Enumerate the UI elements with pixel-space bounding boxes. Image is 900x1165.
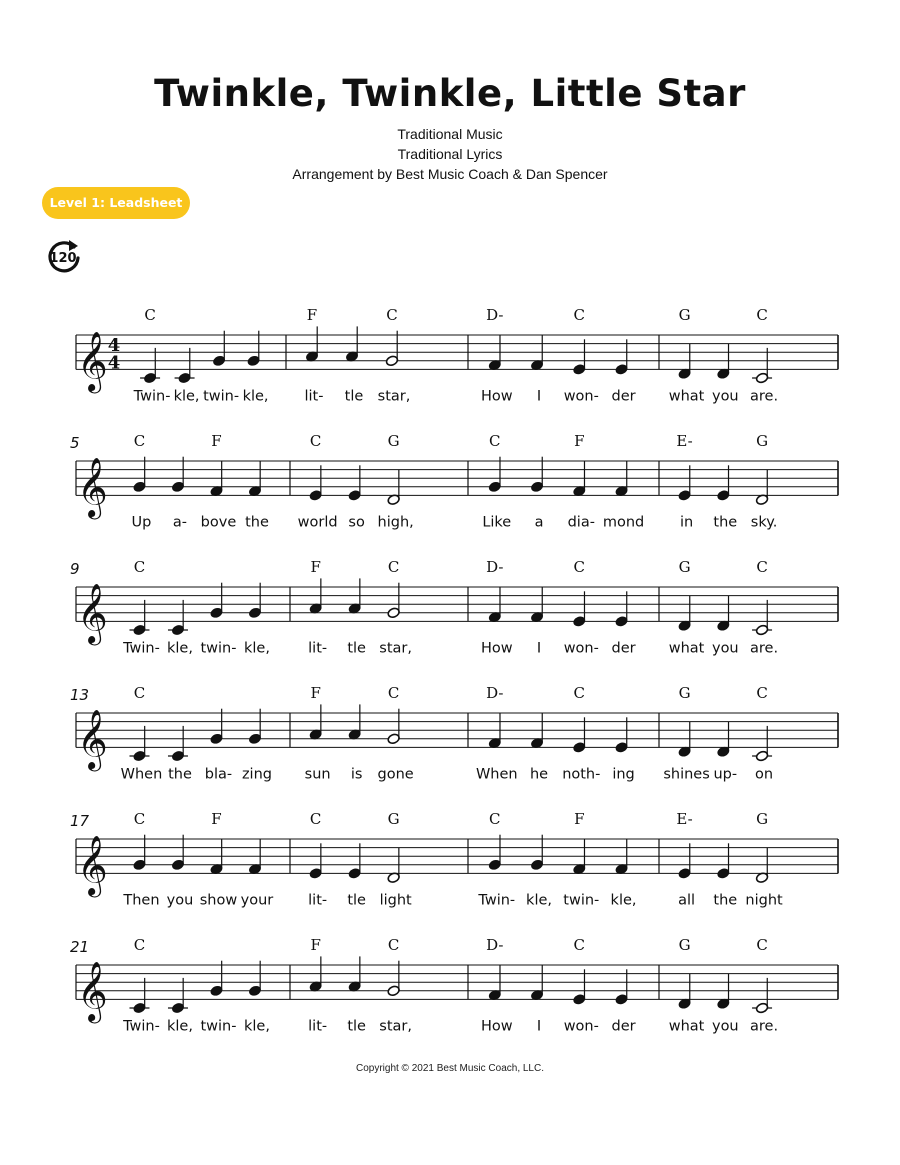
lyric-syllable: der bbox=[611, 1018, 636, 1035]
chord-symbol: E- bbox=[676, 432, 693, 450]
lyric-syllable: what bbox=[668, 1018, 705, 1035]
lyric-syllable: world bbox=[297, 514, 338, 531]
lyric-syllable: Twin- bbox=[478, 892, 516, 909]
lyric-syllable: kle, bbox=[610, 892, 637, 909]
level-badge: Level 1: Leadsheet bbox=[42, 187, 190, 219]
lyric-syllable: kle, bbox=[242, 388, 269, 405]
lyric-syllable: are. bbox=[750, 1018, 779, 1035]
treble-clef-icon: 𝄞 bbox=[77, 835, 108, 896]
lyric-syllable: night bbox=[745, 892, 783, 909]
lyric-syllable: won- bbox=[563, 388, 599, 405]
tempo-value: 120 bbox=[49, 251, 77, 266]
lyric-syllable: How bbox=[480, 1018, 513, 1035]
lyric-syllable: in bbox=[679, 514, 694, 531]
copyright-text: Copyright © 2021 Best Music Coach, LLC. bbox=[355, 1063, 544, 1074]
chord-symbol: C bbox=[133, 810, 146, 828]
lyric-syllable: light bbox=[379, 892, 412, 909]
staff-system bbox=[70, 432, 838, 530]
lyric-syllable: high, bbox=[377, 514, 414, 531]
lyric-syllable: what bbox=[668, 640, 705, 657]
lyric-syllable: shines bbox=[663, 766, 710, 783]
lyric-syllable: Twin- bbox=[123, 1018, 160, 1035]
lyric-syllable: I bbox=[536, 388, 542, 405]
chord-symbol: C bbox=[573, 684, 586, 702]
chord-symbol: D- bbox=[486, 684, 504, 702]
chord-symbol: C bbox=[573, 558, 586, 576]
chord-symbol: F bbox=[310, 684, 321, 702]
lyric-syllable: twin- bbox=[563, 892, 600, 909]
lyric-syllable: bla- bbox=[204, 766, 233, 783]
lyric-syllable: Like bbox=[482, 514, 512, 531]
lyric-syllable: lit- bbox=[304, 388, 324, 405]
measure-number: 17 bbox=[70, 812, 90, 830]
lyric-syllable: How bbox=[480, 640, 513, 657]
staff-system bbox=[70, 558, 838, 656]
chord-symbol: C bbox=[756, 936, 768, 954]
credit-arrangement: Arrangement by Best Music Coach & Dan Spencer bbox=[292, 166, 608, 182]
lyric-syllable: star, bbox=[379, 640, 413, 657]
lyric-syllable: I bbox=[536, 1018, 542, 1035]
chord-symbol: C bbox=[133, 432, 146, 450]
chord-symbol: F bbox=[306, 306, 318, 324]
lyric-syllable: ing bbox=[612, 766, 635, 783]
staff-system bbox=[70, 936, 838, 1034]
lyric-syllable: When bbox=[120, 766, 163, 783]
lyric-syllable: lit- bbox=[308, 1018, 328, 1035]
lyric-syllable: show bbox=[199, 892, 238, 909]
lyric-syllable: noth- bbox=[562, 766, 601, 783]
treble-clef-icon: 𝄞 bbox=[77, 709, 108, 770]
lyric-syllable: mond bbox=[602, 514, 645, 531]
treble-clef-icon: 𝄞 bbox=[77, 583, 108, 644]
chord-symbol: D- bbox=[486, 306, 504, 324]
chord-symbol: C bbox=[309, 810, 322, 828]
measure-number: 9 bbox=[70, 560, 80, 578]
chord-symbol: C bbox=[573, 936, 586, 954]
chord-symbol: F bbox=[211, 810, 222, 828]
measure-number: 5 bbox=[70, 434, 80, 452]
lyric-syllable: Then bbox=[123, 892, 160, 909]
lyric-syllable: I bbox=[536, 640, 542, 657]
lyric-syllable: so bbox=[348, 514, 365, 531]
chord-symbol: G bbox=[756, 810, 769, 828]
lyric-syllable: star, bbox=[377, 388, 411, 405]
chord-symbol: C bbox=[489, 810, 501, 828]
chord-symbol: C bbox=[756, 684, 768, 702]
lyric-syllable: kle, bbox=[166, 1018, 193, 1035]
chord-symbol: G bbox=[678, 936, 691, 954]
lyric-syllable: the bbox=[168, 766, 192, 783]
credit-music: Traditional Music bbox=[397, 126, 503, 142]
measure-number: 21 bbox=[70, 938, 90, 956]
staff-system bbox=[76, 306, 838, 404]
lyric-syllable: up- bbox=[713, 766, 738, 783]
chord-symbol: C bbox=[144, 306, 156, 324]
lyric-syllable: you bbox=[711, 388, 739, 405]
lyric-syllable: a bbox=[534, 514, 544, 531]
lyric-syllable: won- bbox=[563, 640, 599, 657]
lyric-syllable: tle bbox=[347, 640, 366, 657]
treble-clef-icon: 𝄞 bbox=[77, 961, 108, 1022]
treble-clef-icon: 𝄞 bbox=[77, 457, 108, 518]
lyric-syllable: tle bbox=[347, 892, 366, 909]
lyric-syllable: the bbox=[713, 892, 738, 909]
lyric-syllable: When bbox=[475, 766, 518, 783]
lyric-syllable: kle, bbox=[526, 892, 553, 909]
lyric-syllable: is bbox=[350, 766, 363, 783]
chord-symbol: F bbox=[574, 810, 585, 828]
time-signature-top: 4 bbox=[107, 335, 121, 357]
chord-symbol: C bbox=[387, 936, 400, 954]
chord-symbol: C bbox=[386, 306, 398, 324]
chord-symbol: F bbox=[310, 558, 321, 576]
lyric-syllable: all bbox=[678, 892, 696, 909]
chord-symbol: G bbox=[678, 558, 691, 576]
chord-symbol: F bbox=[310, 936, 321, 954]
lyric-syllable: you bbox=[166, 892, 194, 909]
lyric-syllable: are. bbox=[750, 640, 779, 657]
chord-symbol: E- bbox=[676, 810, 693, 828]
lyric-syllable: lit- bbox=[308, 892, 328, 909]
chord-symbol: D- bbox=[486, 558, 504, 576]
lyric-syllable: you bbox=[711, 1018, 739, 1035]
chord-symbol: G bbox=[387, 432, 400, 450]
lyric-syllable: what bbox=[668, 388, 705, 405]
lyric-syllable: he bbox=[529, 766, 549, 783]
chord-symbol: C bbox=[756, 306, 768, 324]
staff-system bbox=[70, 810, 838, 908]
chord-symbol: C bbox=[573, 306, 586, 324]
lyric-syllable: twin- bbox=[200, 640, 237, 657]
lyric-syllable: star, bbox=[379, 1018, 413, 1035]
lyric-syllable: on bbox=[755, 766, 774, 783]
lyric-syllable: kle, bbox=[173, 388, 200, 405]
staff-system bbox=[70, 684, 838, 782]
chord-symbol: C bbox=[309, 432, 322, 450]
chord-symbol: D- bbox=[486, 936, 504, 954]
lyric-syllable: the bbox=[713, 514, 738, 531]
lyric-syllable: you bbox=[711, 640, 739, 657]
lyric-syllable: Twin- bbox=[123, 640, 160, 657]
chord-symbol: C bbox=[133, 558, 146, 576]
lyric-syllable: sun bbox=[304, 766, 331, 783]
lyric-syllable: tle bbox=[344, 388, 364, 405]
lyric-syllable: bove bbox=[200, 514, 237, 531]
lyric-syllable: dia- bbox=[567, 514, 595, 531]
chord-symbol: G bbox=[678, 684, 691, 702]
lyric-syllable: kle, bbox=[243, 640, 270, 657]
lyric-syllable: are. bbox=[750, 388, 779, 405]
lyric-syllable: sky. bbox=[750, 514, 778, 531]
measure-number: 13 bbox=[70, 686, 90, 704]
lyric-syllable: kle, bbox=[166, 640, 193, 657]
lyric-syllable: kle, bbox=[243, 1018, 270, 1035]
lyric-syllable: a- bbox=[172, 514, 188, 531]
chord-symbol: C bbox=[387, 684, 400, 702]
lyric-syllable: twin- bbox=[203, 388, 240, 405]
lyric-syllable: your bbox=[240, 892, 274, 909]
lyric-syllable: How bbox=[480, 388, 513, 405]
time-signature-bottom: 4 bbox=[107, 352, 121, 374]
lyric-syllable: won- bbox=[563, 1018, 599, 1035]
chord-symbol: G bbox=[756, 432, 769, 450]
chord-symbol: C bbox=[133, 936, 146, 954]
lyric-syllable: tle bbox=[347, 1018, 366, 1035]
chord-symbol: G bbox=[387, 810, 400, 828]
lyric-syllable: lit- bbox=[308, 640, 328, 657]
chord-symbol: F bbox=[211, 432, 222, 450]
chord-symbol: C bbox=[133, 684, 146, 702]
lyric-syllable: Up bbox=[131, 514, 152, 531]
chord-symbol: C bbox=[756, 558, 768, 576]
lyric-syllable: twin- bbox=[200, 1018, 237, 1035]
page-title: Twinkle, Twinkle, Little Star bbox=[154, 72, 746, 115]
lyric-syllable: the bbox=[245, 514, 269, 531]
lyric-syllable: Twin- bbox=[133, 388, 171, 405]
lyric-syllable: gone bbox=[377, 766, 414, 783]
chord-symbol: G bbox=[678, 306, 691, 324]
lyric-syllable: der bbox=[611, 388, 636, 405]
chord-symbol: C bbox=[489, 432, 501, 450]
chord-symbol: F bbox=[574, 432, 585, 450]
lyric-syllable: der bbox=[611, 640, 636, 657]
treble-clef-icon: 𝄞 bbox=[77, 331, 108, 392]
chord-symbol: C bbox=[387, 558, 400, 576]
credit-lyrics: Traditional Lyrics bbox=[397, 146, 503, 162]
lyric-syllable: zing bbox=[241, 766, 272, 783]
